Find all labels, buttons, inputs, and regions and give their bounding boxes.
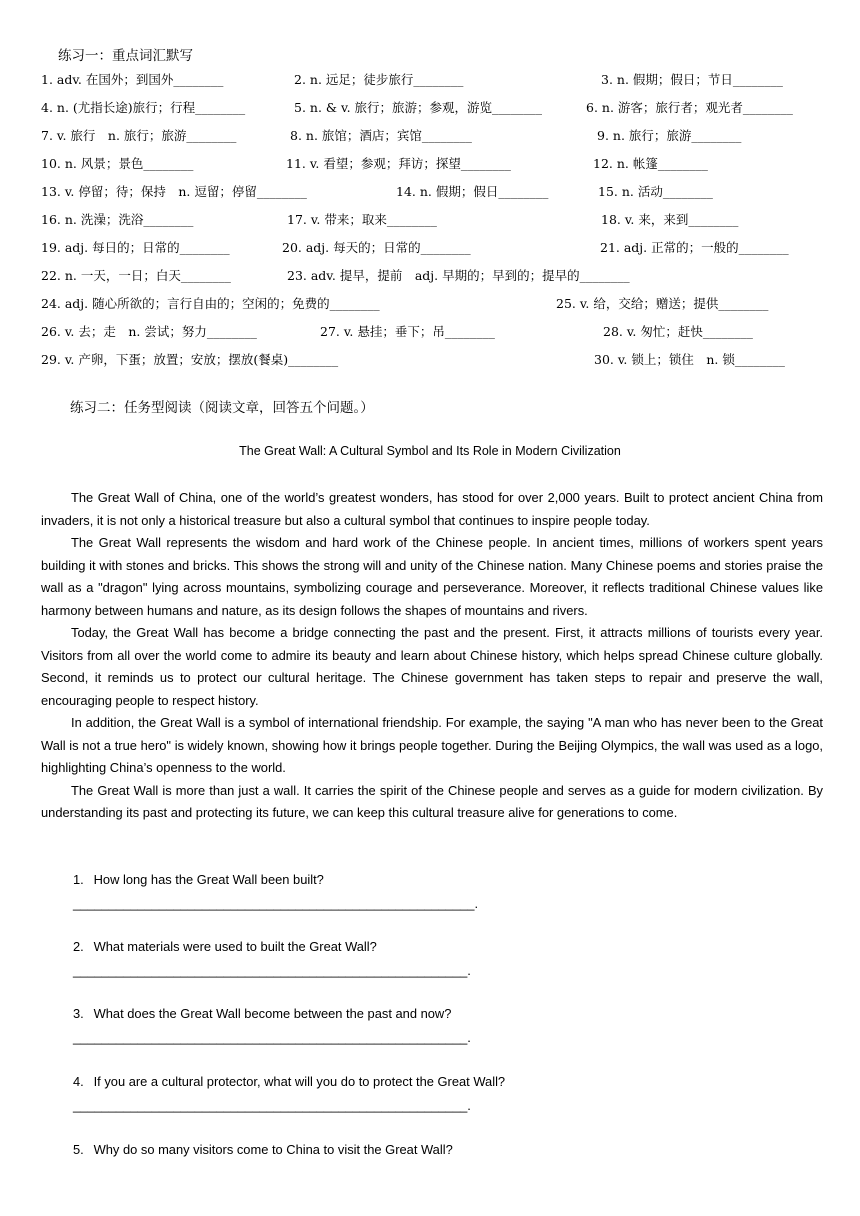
vocab-item: 8. n. 旅馆；酒店；宾馆________: [290, 128, 472, 143]
vocab-item: 27. v. 悬挂；垂下；吊________: [320, 324, 495, 339]
paragraph: Today, the Great Wall has become a bridge connecting the past and the present. First, it attracts millions of tourists every year. Visitors from all over the world come to admire its beauty and learn about Chinese history, which helps spread Chinese culture globally. Second, it reminds us to protect our cultural heritage. The Chinese government has taken steps to repair and preserve the wall, encouraging people to respect history.: [41, 625, 823, 708]
vocab-row: [41, 182, 820, 206]
answer-line[interactable]: _______________________________________________________.: [73, 1030, 471, 1045]
vocab-item: 18. v. 来，来到________: [601, 212, 739, 227]
question-number: 2.: [73, 939, 84, 954]
vocab-row: [41, 238, 820, 262]
question: [73, 1006, 451, 1021]
vocab-item: 23. adv. 提早，提前 adj. 早期的；早到的；提早的________: [287, 268, 630, 283]
article-title: The Great Wall: A Cultural Symbol and Its Role in Modern Civilization: [239, 444, 621, 458]
question-text: If you are a cultural protector, what will you do to protect the Great Wall?: [93, 1074, 506, 1089]
question-number: 1.: [73, 872, 84, 887]
vocab-row: [41, 126, 820, 150]
paragraph: The Great Wall of China, one of the world’s greatest wonders, has stood for over 2,000 years. Built to protect ancient China from invaders, it is not only a historical treasure but also a cultural symbol that continues to inspire people today.: [41, 490, 823, 528]
vocab-item: 2. n. 远足；徒步旅行________: [294, 72, 464, 87]
vocab-item: 7. v. 旅行 n. 旅行；旅游________: [41, 128, 237, 143]
vocab-item: 17. v. 带来；取来________: [287, 212, 437, 227]
vocab-row: [41, 154, 820, 178]
question-number: 4.: [73, 1074, 84, 1089]
vocab-item: 24. adj. 随心所欲的；言行自由的；空闲的；免费的________: [41, 296, 380, 311]
vocab-row: [41, 294, 820, 318]
question-text: How long has the Great Wall been built?: [93, 872, 324, 887]
vocab-item: 22. n. 一天，一日；白天________: [41, 268, 231, 283]
question: [73, 872, 324, 887]
vocab-item: 3. n. 假期；假日；节日________: [601, 72, 783, 87]
answer-line[interactable]: ________________________________________________________.: [73, 896, 479, 911]
vocab-row: [41, 266, 820, 290]
vocab-item: 5. n. & v. 旅行；旅游；参观，游览________: [294, 100, 543, 115]
question: [73, 1142, 453, 1157]
vocab-row: [41, 70, 820, 94]
vocab-item: 10. n. 风景；景色________: [41, 156, 194, 171]
paragraph: The Great Wall represents the wisdom and hard work of the Chinese people. In ancient times, millions of workers spent years building it with stones and bricks. This shows the strong will and unity of the Chinese nation. Many Chinese poems and stories praise the wall as a "dragon" lying across mountains, symbolizing courage and perseverance. Moreover, it reflects traditional Chinese values like harmony between humans and nature, as its design follows the shapes of mountains and rivers.: [41, 535, 823, 618]
answer-line[interactable]: _______________________________________________________.: [73, 1098, 471, 1113]
vocab-item: 13. v. 停留；待；保持 n. 逗留；停留________: [41, 184, 307, 199]
vocab-item: 28. v. 匆忙；赶快________: [603, 324, 753, 339]
vocab-item: 26. v. 去；走 n. 尝试；努力________: [41, 324, 257, 339]
vocab-item: 1. adv. 在国外；到国外________: [41, 72, 224, 87]
vocab-item: 25. v. 给，交给；赠送；提供________: [556, 296, 769, 311]
vocab-item: 19. adj. 每日的；日常的________: [41, 240, 230, 255]
vocab-item: 9. n. 旅行；旅游________: [597, 128, 742, 143]
answer-line[interactable]: _______________________________________________________.: [73, 963, 471, 978]
vocab-item: 29. v. 产卵，下蛋；放置；安放；摆放(餐桌)________: [41, 352, 339, 367]
question-number: 3.: [73, 1006, 84, 1021]
exercise2-title: 练习二：任务型阅读（阅读文章，回答五个问题。）: [70, 400, 374, 416]
paragraph: In addition, the Great Wall is a symbol of international friendship. For example, the saying "A man who has never been to the Great Wall is not a true hero" is widely known, showing how it brings people together. During the Beijing Olympics, the wall was used as a logo, highlighting China’s openness to the world.: [41, 715, 823, 775]
vocab-item: 15. n. 活动________: [598, 184, 713, 199]
vocab-item: 11. v. 看望；参观；拜访；探望________: [286, 156, 511, 171]
vocab-item: 21. adj. 正常的；一般的________: [600, 240, 789, 255]
vocab-item: 16. n. 洗澡；洗浴________: [41, 212, 194, 227]
paragraph: The Great Wall is more than just a wall. It carries the spirit of the Chinese people and serves as a guide for modern civilization. By understanding its past and protecting its future, we can keep this cultural treasure alive for generations to come.: [41, 782, 823, 820]
question-text: What materials were used to built the Great Wall?: [93, 939, 377, 954]
exercise1-title: 练习一：重点词汇默写: [58, 48, 193, 64]
vocab-item: 20. adj. 每天的；日常的________: [282, 240, 471, 255]
question-text: What does the Great Wall become between the past and now?: [93, 1006, 452, 1021]
question: [73, 1074, 505, 1089]
vocab-item: 12. n. 帐篷________: [593, 156, 708, 171]
article-body: [41, 487, 823, 825]
vocab-row: [41, 322, 820, 346]
vocab-item: 30. v. 锁上；锁住 n. 锁________: [594, 352, 785, 367]
vocab-item: 4. n. (尤指长途)旅行；行程________: [41, 100, 246, 115]
vocab-row: [41, 350, 820, 374]
question: [73, 939, 377, 954]
vocab-item: 14. n. 假期；假日________: [396, 184, 549, 199]
question-number: 5.: [73, 1142, 84, 1157]
vocab-row: [41, 98, 820, 122]
question-text: Why do so many visitors come to China to visit the Great Wall?: [93, 1142, 453, 1157]
vocab-item: 6. n. 游客；旅行者；观光者________: [586, 100, 793, 115]
vocab-row: [41, 210, 820, 234]
